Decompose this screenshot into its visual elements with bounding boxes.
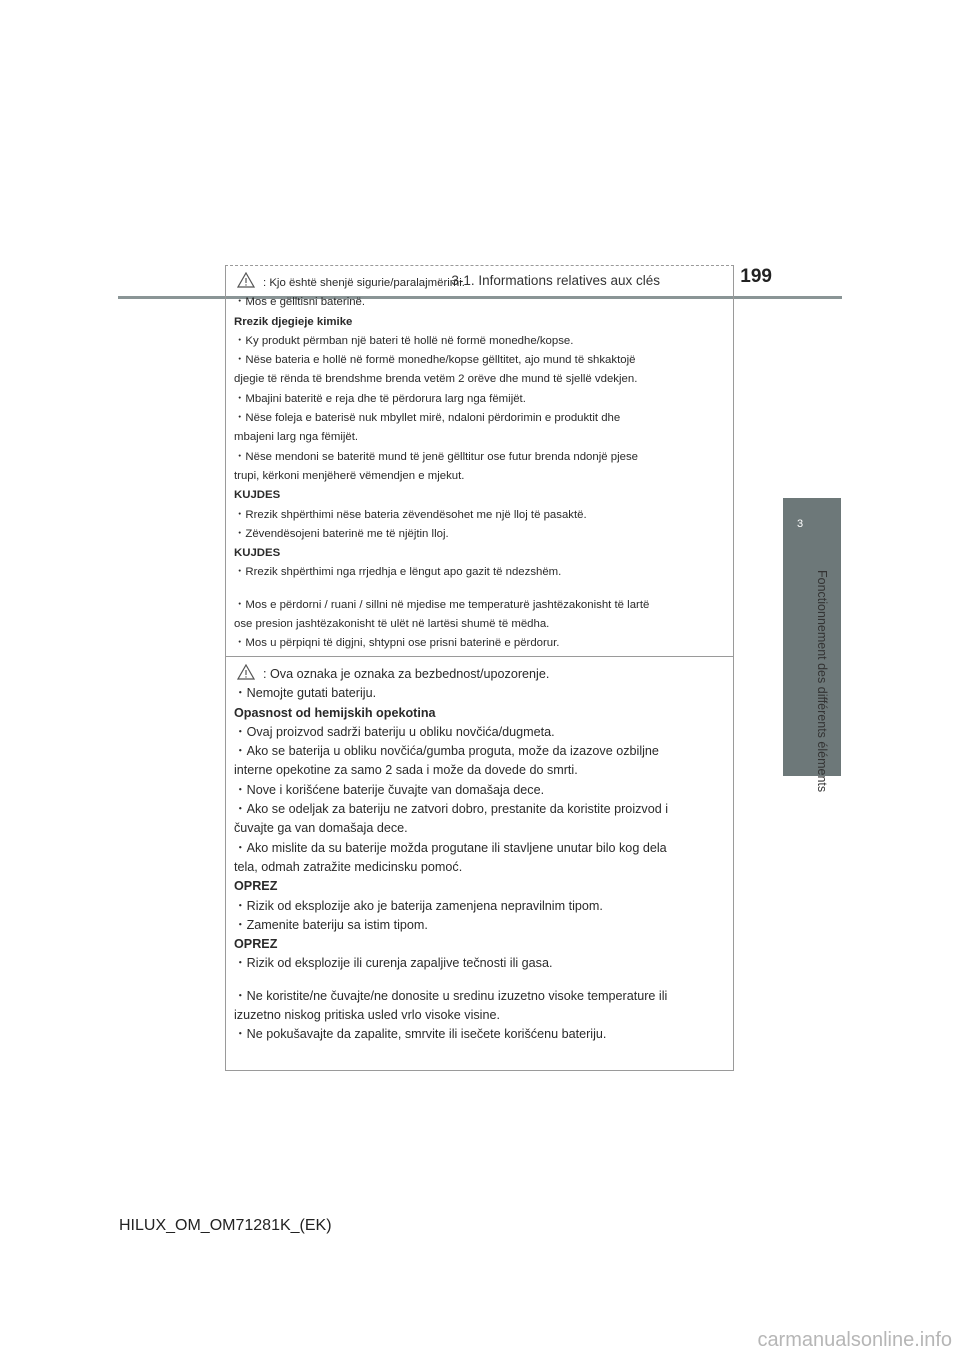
warning-line: ・Ky produkt përmban një bateri të hollë në formë monedhe/kopse. <box>234 334 574 347</box>
watermark: carmanualsonline.info <box>757 1329 952 1351</box>
warning-section-albanian <box>234 272 725 654</box>
warning-line: trupi, kërkoni menjëherë vëmendjen e mjekut. <box>234 469 465 482</box>
document-code: HILUX_OM_OM71281K_(EK) <box>119 1217 332 1234</box>
warning-heading <box>234 664 725 684</box>
warning-line: ・Ako se baterija u obliku novčića/gumba proguta, može da izazove ozbiljne <box>234 744 659 759</box>
warning-triangle-icon <box>237 272 255 288</box>
warning-line: ・Mos u përpiqni të digjni, shtypni ose prisni baterinë e përdorur. <box>234 637 560 650</box>
warning-heading <box>234 272 725 293</box>
chapter-tab-label: Fonctionnement des différents éléments <box>815 570 829 793</box>
warning-line: ・Nëse foleja e baterisë nuk mbyllet mirë, ndaloni përdorimin e produktit dhe <box>234 412 621 425</box>
warning-line: ・Rrezik shpërthimi nëse bateria zëvendësohet me një lloj të pasaktë. <box>234 508 587 521</box>
warning-line: ・Ako se odeljak za bateriju ne zatvori dobro, prestanite da koristite proizvod i <box>234 802 669 817</box>
paragraph-gap <box>234 974 725 987</box>
warning-line: ・Ako mislite da su baterije možda progutane ili stavljene unutar bilo kog dela <box>234 840 667 855</box>
warning-line: ・Nemojte gutati bateriju. <box>234 686 377 701</box>
warning-line: ・Ne pokušavajte da zapalite, smrvite ili isečete korišćenu bateriju. <box>234 1027 607 1042</box>
warning-line: čuvajte ga van domašaja dece. <box>234 821 408 836</box>
warning-line: ・Zamenite bateriju sa istim tipom. <box>234 917 428 932</box>
paragraph-gap <box>234 583 725 596</box>
warning-line: ・Nove i korišćene baterije čuvajte van domašaja dece. <box>234 782 545 797</box>
warning-line: ・Rizik od eksplozije ili curenja zapaljive tečnosti ili gasa. <box>234 956 553 971</box>
warning-line: djegie të rënda të brendshme brenda vetëm 2 orëve dhe mund të sjellë vdekjen. <box>234 373 638 386</box>
section-divider <box>226 656 733 657</box>
caution-heading: OPREZ <box>234 937 278 952</box>
caution-heading: OPREZ <box>234 879 278 894</box>
warning-triangle-icon <box>237 664 255 680</box>
warning-heading-text: : Kjo është shenjë sigurie/paralajmërimi. <box>263 277 465 289</box>
warning-section-serbian <box>234 664 725 1045</box>
chapter-tab-bar <box>783 558 841 776</box>
warning-line: mbajeni larg nga fëmijët. <box>234 431 359 444</box>
warning-heading-text: : Ova oznaka je oznaka za bezbednost/upozorenje. <box>263 667 550 681</box>
warning-line: ・Zëvendësojeni baterinë me të njëjtin lloj. <box>234 527 449 540</box>
warning-line: ・Ne koristite/ne čuvajte/ne donosite u sredinu izuzetno visoke temperature ili <box>234 988 668 1003</box>
warning-line: ・Rrezik shpërthimi nga rrjedhja e lëngut apo gazit të ndezshëm. <box>234 566 562 579</box>
warning-line: interne opekotine za samo 2 sada i može da dovede do smrti. <box>234 763 578 778</box>
warning-line: ・Rizik od eksplozije ako je baterija zamenjena nepravilnim tipom. <box>234 898 603 913</box>
battery-warning-box <box>225 265 734 1071</box>
caution-heading: KUJDES <box>234 489 281 502</box>
warning-line: tela, odmah zatražite medicinsku pomoć. <box>234 859 463 874</box>
warning-subheading: Rrezik djegieje kimike <box>234 315 353 328</box>
warning-line: izuzetno niskog pritiska usled vrlo visoke visine. <box>234 1008 500 1023</box>
warning-line: ・Mos e përdorni / ruani / sillni në mjedise me temperaturë jashtëzakonisht të lartë <box>234 598 650 611</box>
warning-line: ・Nëse bateria e hollë në formë monedhe/kopse gëlltitet, ajo mund të shkaktojë <box>234 354 636 367</box>
warning-line: ・Ovaj proizvod sadrži bateriju u obliku novčića/dugmeta. <box>234 724 555 739</box>
warning-subheading: Opasnost od hemijskih opekotina <box>234 705 436 720</box>
warning-line: ・Mos e gëlltisni baterinë. <box>234 296 366 309</box>
warning-line: ose presion jashtëzakonisht të ulët në lartësi shumë të mëdha. <box>234 618 550 631</box>
caution-heading: KUJDES <box>234 547 281 560</box>
chapter-tab-number: 3 <box>783 498 841 558</box>
header-section-title: 3-1. Informations relatives aux clés <box>451 273 660 288</box>
page-number: 199 <box>740 266 772 287</box>
warning-line: ・Mbajini bateritë e reja dhe të përdorura larg nga fëmijët. <box>234 392 526 405</box>
warning-line: ・Nëse mendoni se bateritë mund të jenë gëlltitur ose futur brenda ndonjë pjese <box>234 450 638 463</box>
